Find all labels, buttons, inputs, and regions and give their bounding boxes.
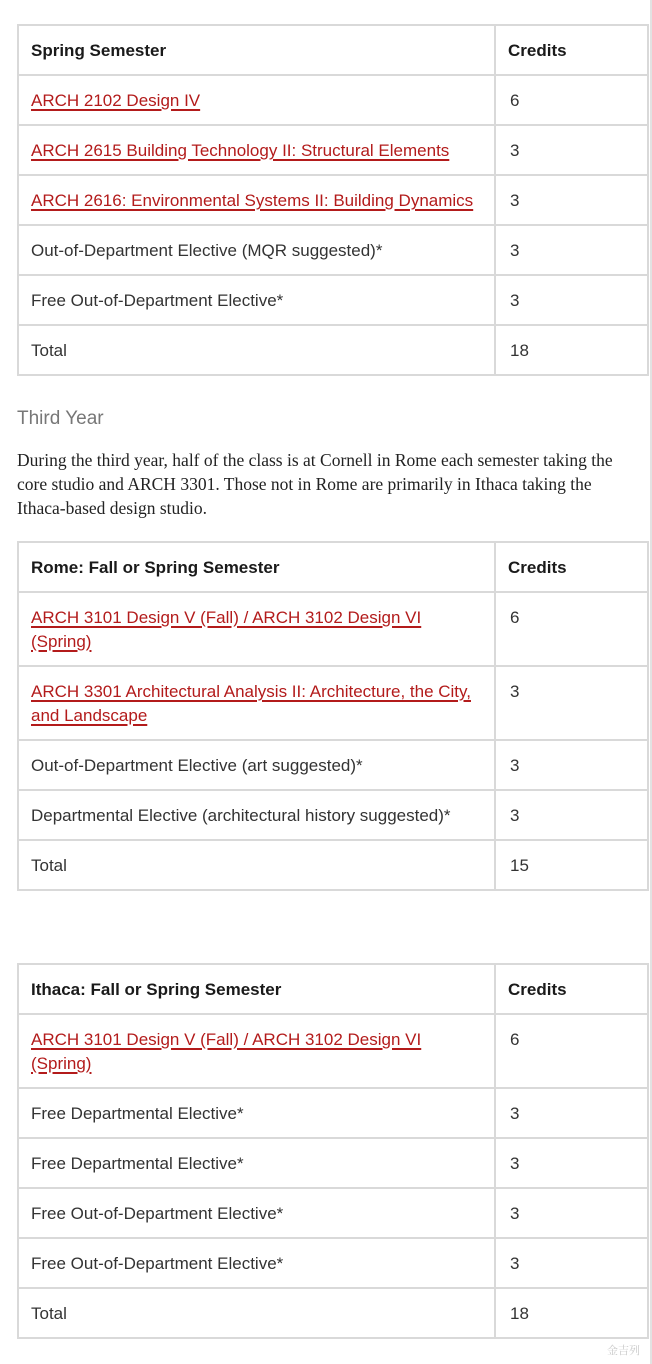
course-link-arch-3101[interactable]: ARCH 3101 Design V (Fall) / ARCH 3102 Design VI (Spring) [31,608,422,651]
table-row [18,666,648,740]
course-cell: Out-of-Department Elective (art suggested)* [18,740,495,790]
third-year-description: During the third year, half of the class is at Cornell in Rome each semester taking the core studio and ARCH 3301. Those not in Rome are primarily in Ithaca taking the Ithaca-based design studio. [17,450,613,518]
table-row [18,125,648,175]
course-link-arch-3101-ithaca[interactable]: ARCH 3101 Design V (Fall) / ARCH 3102 Design VI (Spring) [31,1030,422,1073]
credits-cell: 3 [495,125,648,175]
credits-column-header: Credits [495,964,648,1014]
course-cell: Free Out-of-Department Elective* [18,275,495,325]
rome-semester-table [17,541,649,891]
credits-cell: 3 [495,175,648,225]
table-row [18,592,648,666]
credits-cell: 6 [495,1014,648,1088]
table-row [18,790,648,840]
table-row [18,275,648,325]
course-column-header: Spring Semester [18,25,495,75]
course-column-header: Rome: Fall or Spring Semester [18,542,495,592]
credits-cell: 6 [495,75,648,125]
credits-column-header: Credits [495,542,648,592]
total-label: Total [18,325,495,375]
credits-cell: 3 [495,1138,648,1188]
table-row [18,1088,648,1138]
total-row [18,840,648,890]
table-row [18,225,648,275]
credits-cell: 6 [495,592,648,666]
course-link-arch-2616[interactable]: ARCH 2616: Environmental Systems II: Building Dynamics [31,191,474,210]
table-row [18,1238,648,1288]
credits-cell: 3 [495,1088,648,1138]
course-link-arch-2615[interactable]: ARCH 2615 Building Technology II: Structural Elements [31,141,450,160]
course-cell: Departmental Elective (architectural history suggested)* [18,790,495,840]
credits-cell: 3 [495,1188,648,1238]
total-label: Total [18,840,495,890]
course-link-arch-2102[interactable]: ARCH 2102 Design IV [31,91,201,110]
credits-column-header: Credits [495,25,648,75]
table-header-row [18,964,648,1014]
table-row [18,740,648,790]
credits-cell: 3 [495,666,648,740]
course-cell: Free Out-of-Department Elective* [18,1238,495,1288]
spring-semester-table [17,24,649,376]
total-credits: 18 [495,325,648,375]
credits-cell: 3 [495,790,648,840]
total-row [18,325,648,375]
course-link-arch-3301[interactable]: ARCH 3301 Architectural Analysis II: Architecture, the City, and Landscape [31,682,471,725]
credits-cell: 3 [495,1238,648,1288]
course-cell: Free Departmental Elective* [18,1088,495,1138]
table-row [18,175,648,225]
credits-cell: 3 [495,275,648,325]
table-header-row [18,542,648,592]
credits-cell: 3 [495,740,648,790]
table-row [18,1138,648,1188]
ithaca-semester-table [17,963,649,1339]
total-label: Total [18,1288,495,1338]
course-cell: Out-of-Department Elective (MQR suggested)* [18,225,495,275]
total-credits: 18 [495,1288,648,1338]
course-cell: Free Out-of-Department Elective* [18,1188,495,1238]
course-cell: Free Departmental Elective* [18,1138,495,1188]
total-row [18,1288,648,1338]
watermark-logo: 金吉列 [607,1344,640,1357]
table-row [18,1014,648,1088]
table-row [18,1188,648,1238]
course-column-header: Ithaca: Fall or Spring Semester [18,964,495,1014]
section-heading-third-year: Third Year [17,408,104,429]
credits-cell: 3 [495,225,648,275]
total-credits: 15 [495,840,648,890]
table-row [18,75,648,125]
table-header-row [18,25,648,75]
